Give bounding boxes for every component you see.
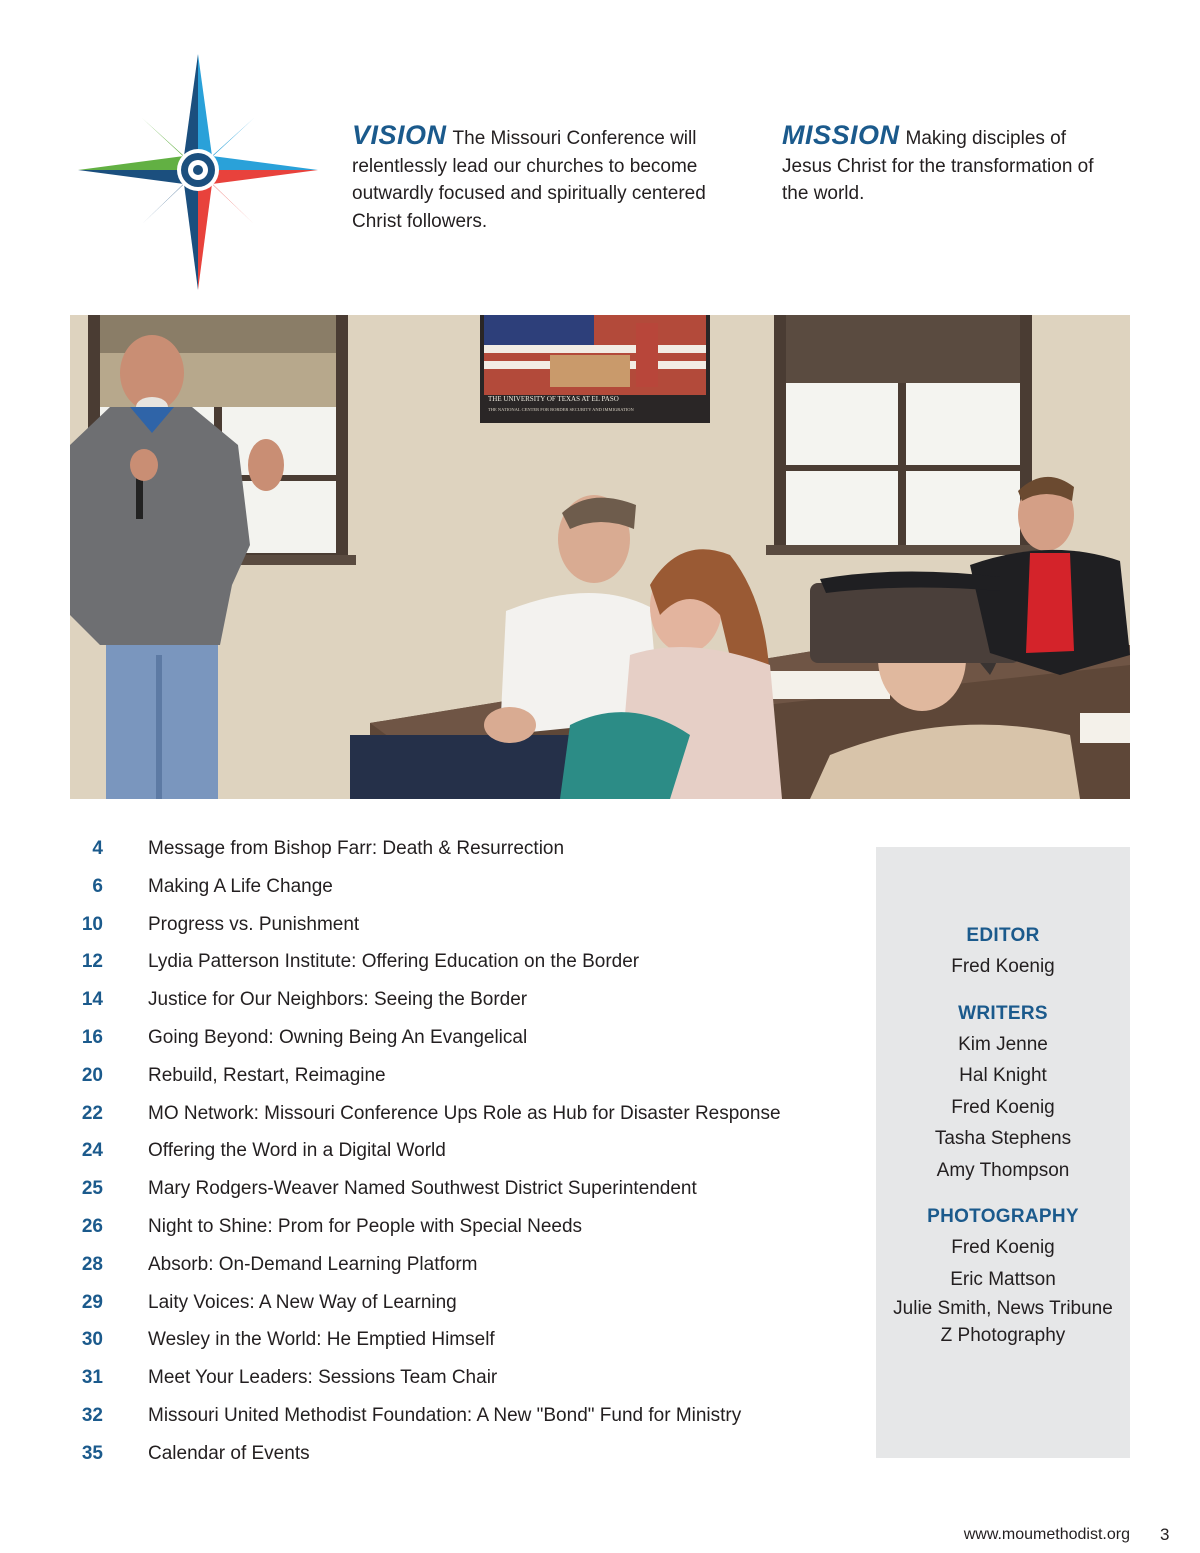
writer-name: Fred Koenig [951, 1096, 1055, 1118]
editor-name: Fred Koenig [951, 956, 1055, 977]
writer-name: Kim Jenne [958, 1033, 1048, 1055]
photography-heading: PHOTOGRAPHY [927, 1206, 1079, 1227]
editor-group [876, 921, 1130, 983]
vision-statement [352, 122, 752, 235]
toc-row[interactable] [70, 1367, 860, 1405]
toc-page-number: 25 [81, 1178, 103, 1200]
toc-row[interactable] [70, 1178, 860, 1216]
toc-article-title: Meet Your Leaders: Sessions Team Chair [148, 1367, 498, 1389]
writer-name: Hal Knight [959, 1065, 1047, 1086]
meeting-photo [70, 315, 1130, 799]
vision-text: The Missouri Conference will relentlessly lead our churches to become outwardly focused and spiritually centered Christ followers. [352, 128, 706, 232]
toc-row[interactable] [70, 1405, 860, 1443]
photographer-name: Eric Mattson [950, 1268, 1056, 1290]
toc-page-number: 32 [81, 1404, 103, 1426]
vision-heading: VISION [352, 120, 447, 150]
toc-article-title: Night to Shine: Prom for People with Special Needs [148, 1215, 583, 1237]
toc-article-title: Absorb: On-Demand Learning Platform [148, 1253, 478, 1275]
compass-star-logo [76, 52, 320, 292]
photographer-name: Fred Koenig [951, 1237, 1055, 1258]
toc-row[interactable] [70, 1027, 860, 1065]
toc-page-number: 35 [81, 1442, 103, 1464]
toc-article-title: Lydia Patterson Institute: Offering Education on the Border [148, 951, 640, 973]
toc-row[interactable] [70, 1103, 860, 1141]
toc-article-title: Wesley in the World: He Emptied Himself [148, 1329, 495, 1351]
toc-row[interactable] [70, 876, 860, 914]
toc-article-title: Missouri United Methodist Foundation: A New "Bond" Fund for Ministry [148, 1404, 742, 1426]
toc-article-title: Rebuild, Restart, Reimagine [148, 1064, 386, 1086]
table-of-contents [70, 838, 860, 1481]
toc-page-number: 4 [92, 838, 103, 859]
photographer-name: Julie Smith, News Tribune [893, 1298, 1113, 1319]
toc-article-title: MO Network: Missouri Conference Ups Role as Hub for Disaster Response [148, 1102, 781, 1124]
staff-credits-panel [876, 847, 1130, 1458]
toc-page-number: 26 [81, 1215, 103, 1237]
writers-group [876, 999, 1130, 1187]
toc-page-number: 31 [81, 1367, 103, 1389]
poster-caption-2: THE NATIONAL CENTER FOR BORDER SECURITY AND IMMIGRATION [488, 407, 634, 412]
toc-row[interactable] [70, 1140, 860, 1178]
writer-name: Tasha Stephens [934, 1128, 1072, 1149]
toc-row[interactable] [70, 951, 860, 989]
toc-row[interactable] [70, 838, 860, 876]
toc-page-number: 29 [81, 1291, 103, 1313]
website-url[interactable]: www.moumethodist.org [963, 1526, 1130, 1543]
toc-row[interactable] [70, 1254, 860, 1292]
toc-page-number: 6 [92, 875, 103, 897]
toc-page-number: 30 [81, 1329, 103, 1351]
toc-row[interactable] [70, 1216, 860, 1254]
toc-row[interactable] [70, 1065, 860, 1103]
toc-page-number: 12 [81, 951, 103, 973]
toc-page-number: 22 [81, 1102, 103, 1124]
toc-page-number: 24 [81, 1140, 103, 1162]
toc-row[interactable] [70, 1292, 860, 1330]
toc-article-title: Progress vs. Punishment [148, 913, 360, 935]
toc-row[interactable] [70, 989, 860, 1027]
toc-article-title: Calendar of Events [148, 1442, 310, 1464]
toc-row[interactable] [70, 1443, 860, 1481]
mission-statement [782, 122, 1112, 208]
photographer-name: Z Photography [940, 1325, 1066, 1346]
toc-page-number: 28 [81, 1253, 103, 1275]
mission-text: Making disciples of Jesus Christ for the transformation of the world. [782, 128, 1094, 204]
writer-name: Amy Thompson [936, 1159, 1070, 1181]
toc-row[interactable] [70, 914, 860, 952]
toc-article-title: Justice for Our Neighbors: Seeing the Border [148, 989, 528, 1011]
toc-row[interactable] [70, 1329, 860, 1367]
toc-article-title: Offering the Word in a Digital World [148, 1140, 446, 1162]
editor-heading: EDITOR [966, 925, 1040, 946]
poster-caption-1: THE UNIVERSITY OF TEXAS AT EL PASO [488, 395, 619, 403]
toc-article-title: Going Beyond: Owning Being An Evangelical [148, 1026, 528, 1048]
toc-page-number: 14 [81, 989, 103, 1011]
toc-article-title: Mary Rodgers-Weaver Named Southwest District Superintendent [148, 1178, 697, 1200]
photography-group [876, 1202, 1130, 1349]
mission-heading: MISSION [782, 120, 900, 150]
page-number: 3 [1160, 1525, 1170, 1544]
toc-page-number: 16 [81, 1026, 103, 1048]
toc-article-title: Laity Voices: A New Way of Learning [148, 1291, 457, 1313]
toc-article-title: Message from Bishop Farr: Death & Resurrection [148, 838, 565, 859]
writers-heading: WRITERS [958, 1002, 1048, 1024]
toc-page-number: 20 [81, 1064, 103, 1086]
toc-article-title: Making A Life Change [148, 875, 333, 897]
toc-page-number: 10 [81, 913, 103, 935]
